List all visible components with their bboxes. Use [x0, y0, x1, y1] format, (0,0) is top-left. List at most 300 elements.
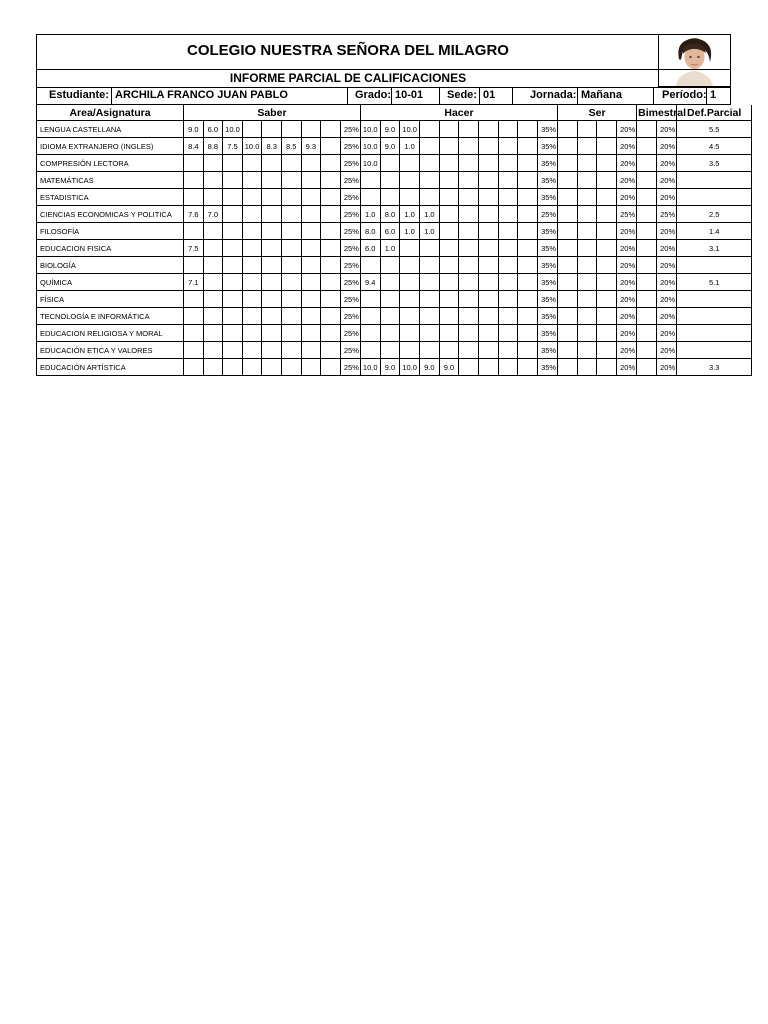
hacer-grade — [498, 189, 518, 206]
ser-grade — [597, 308, 617, 325]
ser-grade — [577, 274, 597, 291]
saber-grade — [242, 172, 262, 189]
saber-grade — [301, 342, 321, 359]
hacer-grade — [498, 138, 518, 155]
col-header-ser: Ser — [558, 105, 637, 121]
saber-grade — [262, 274, 282, 291]
saber-grade — [242, 291, 262, 308]
hacer-weight: 35% — [538, 240, 558, 257]
saber-grade — [301, 308, 321, 325]
saber-grade — [203, 155, 223, 172]
bimestral-grade — [637, 189, 657, 206]
hacer-grade — [419, 291, 439, 308]
saber-grade — [262, 359, 282, 376]
hacer-grade — [380, 291, 400, 308]
hacer-weight: 35% — [538, 257, 558, 274]
table-row — [37, 308, 752, 325]
saber-grade: 9.0 — [184, 121, 204, 138]
saber-grade — [301, 223, 321, 240]
saber-grade — [301, 155, 321, 172]
hacer-grade: 8.0 — [380, 206, 400, 223]
bimestral-grade — [637, 155, 657, 172]
saber-grade: 10.0 — [223, 121, 243, 138]
hacer-weight: 35% — [538, 155, 558, 172]
hacer-grade: 9.4 — [360, 274, 380, 291]
hacer-grade — [400, 172, 420, 189]
hacer-grade — [400, 308, 420, 325]
grades-table — [36, 105, 752, 376]
ser-grade — [597, 257, 617, 274]
hacer-grade — [400, 274, 420, 291]
hacer-grade — [419, 138, 439, 155]
saber-grade — [203, 325, 223, 342]
hacer-grade — [479, 172, 499, 189]
ser-grade — [597, 172, 617, 189]
subject-name: COMPRESIÓN LECTORA — [37, 155, 184, 172]
hacer-grade — [518, 138, 538, 155]
hacer-grade — [459, 359, 479, 376]
hacer-grade — [380, 257, 400, 274]
saber-grade — [301, 291, 321, 308]
ser-weight: 20% — [617, 342, 637, 359]
hacer-grade — [498, 359, 518, 376]
hacer-grade — [380, 155, 400, 172]
hacer-grade — [479, 121, 499, 138]
hacer-grade — [439, 274, 459, 291]
saber-grade — [242, 359, 262, 376]
ser-grade — [597, 325, 617, 342]
subject-name: CIENCIAS ECONOMICAS Y POLITICA — [37, 206, 184, 223]
ser-grade — [558, 257, 578, 274]
def-parcial-value — [677, 189, 752, 206]
hacer-grade — [419, 342, 439, 359]
ser-weight: 20% — [617, 291, 637, 308]
saber-grade — [242, 240, 262, 257]
hacer-grade — [479, 155, 499, 172]
saber-grade — [242, 308, 262, 325]
hacer-grade — [498, 308, 518, 325]
saber-grade — [281, 342, 301, 359]
saber-grade — [281, 206, 301, 223]
saber-grade — [321, 257, 341, 274]
saber-grade: 8.4 — [184, 138, 204, 155]
saber-grade — [281, 325, 301, 342]
hacer-weight: 35% — [538, 138, 558, 155]
jornada-value: Mañana — [581, 89, 622, 101]
subject-name: FÍSICA — [37, 291, 184, 308]
saber-grade — [301, 189, 321, 206]
sede-label: Sede: — [447, 89, 477, 101]
hacer-grade — [459, 240, 479, 257]
hacer-grade — [479, 291, 499, 308]
ser-weight: 20% — [617, 172, 637, 189]
hacer-weight: 35% — [538, 342, 558, 359]
bimestral-weight: 20% — [657, 342, 677, 359]
bimestral-grade — [637, 342, 657, 359]
bimestral-weight: 20% — [657, 223, 677, 240]
saber-weight: 25% — [340, 257, 360, 274]
hacer-grade — [419, 172, 439, 189]
ser-weight: 25% — [617, 206, 637, 223]
hacer-grade — [419, 240, 439, 257]
subject-name: LENGUA CASTELLANA — [37, 121, 184, 138]
ser-grade — [597, 206, 617, 223]
hacer-grade — [518, 172, 538, 189]
hacer-grade — [360, 257, 380, 274]
bimestral-weight: 20% — [657, 240, 677, 257]
saber-grade — [262, 206, 282, 223]
hacer-grade: 10.0 — [360, 359, 380, 376]
saber-grade: 8.8 — [203, 138, 223, 155]
subject-name: TECNOLOGÍA E INFORMÁTICA — [37, 308, 184, 325]
hacer-grade — [439, 121, 459, 138]
def-parcial-value: 2.5 — [677, 206, 752, 223]
hacer-grade: 6.0 — [360, 240, 380, 257]
hacer-grade — [459, 189, 479, 206]
saber-grade — [321, 342, 341, 359]
hacer-grade — [459, 155, 479, 172]
hacer-grade — [360, 291, 380, 308]
ser-grade — [558, 240, 578, 257]
saber-weight: 25% — [340, 172, 360, 189]
student-info-bar — [36, 87, 731, 105]
hacer-grade — [439, 189, 459, 206]
hacer-grade — [400, 325, 420, 342]
hacer-grade: 6.0 — [380, 223, 400, 240]
bimestral-grade — [637, 172, 657, 189]
saber-grade — [301, 240, 321, 257]
saber-grade — [301, 206, 321, 223]
hacer-weight: 35% — [538, 172, 558, 189]
hacer-grade — [439, 138, 459, 155]
hacer-grade: 10.0 — [360, 138, 380, 155]
grado-label: Grado: — [355, 89, 392, 101]
hacer-grade: 10.0 — [360, 155, 380, 172]
hacer-grade: 1.0 — [400, 206, 420, 223]
student-label: Estudiante: — [49, 89, 109, 101]
hacer-weight: 25% — [538, 206, 558, 223]
saber-grade — [242, 223, 262, 240]
col-header-bimestral: Bimestral — [638, 106, 686, 119]
ser-grade — [577, 291, 597, 308]
saber-grade — [223, 223, 243, 240]
hacer-grade — [439, 325, 459, 342]
hacer-grade — [439, 291, 459, 308]
subject-name: FILOSOFÍA — [37, 223, 184, 240]
hacer-grade — [400, 257, 420, 274]
ser-grade — [558, 342, 578, 359]
saber-grade — [301, 325, 321, 342]
def-parcial-value — [677, 291, 752, 308]
col-header-area: Area/Asignatura — [37, 105, 184, 121]
hacer-grade — [419, 121, 439, 138]
saber-grade: 7.1 — [184, 274, 204, 291]
saber-grade — [184, 359, 204, 376]
ser-grade — [577, 342, 597, 359]
saber-grade — [242, 206, 262, 223]
saber-grade — [281, 223, 301, 240]
bimestral-grade — [637, 274, 657, 291]
saber-grade — [223, 172, 243, 189]
saber-grade — [301, 257, 321, 274]
ser-grade — [558, 359, 578, 376]
saber-grade — [242, 189, 262, 206]
saber-grade — [281, 274, 301, 291]
hacer-grade — [498, 155, 518, 172]
saber-grade — [321, 240, 341, 257]
ser-grade — [558, 138, 578, 155]
table-header-row — [37, 105, 752, 121]
hacer-grade — [459, 325, 479, 342]
hacer-grade — [518, 257, 538, 274]
saber-weight: 25% — [340, 240, 360, 257]
saber-weight: 25% — [340, 359, 360, 376]
saber-grade: 9.3 — [301, 138, 321, 155]
saber-grade — [223, 359, 243, 376]
saber-grade — [203, 274, 223, 291]
hacer-grade — [479, 240, 499, 257]
hacer-grade — [439, 172, 459, 189]
ser-grade — [558, 274, 578, 291]
hacer-grade — [400, 291, 420, 308]
bimestral-weight: 20% — [657, 155, 677, 172]
table-row — [37, 206, 752, 223]
hacer-grade — [479, 138, 499, 155]
col-header-saber: Saber — [184, 105, 361, 121]
saber-grade — [262, 240, 282, 257]
table-row — [37, 240, 752, 257]
hacer-grade — [518, 223, 538, 240]
ser-grade — [577, 359, 597, 376]
hacer-grade — [400, 155, 420, 172]
subject-name: MATEMÁTICAS — [37, 172, 184, 189]
ser-grade — [577, 257, 597, 274]
report-card — [36, 34, 742, 376]
saber-grade — [242, 257, 262, 274]
def-parcial-value: 5.1 — [677, 274, 752, 291]
saber-grade — [281, 240, 301, 257]
table-row — [37, 172, 752, 189]
saber-grade — [242, 342, 262, 359]
hacer-weight: 35% — [538, 121, 558, 138]
hacer-grade — [419, 274, 439, 291]
hacer-grade — [400, 342, 420, 359]
hacer-grade — [479, 206, 499, 223]
hacer-grade — [498, 172, 518, 189]
ser-grade — [577, 138, 597, 155]
bimestral-grade — [637, 206, 657, 223]
bimestral-weight: 20% — [657, 189, 677, 206]
saber-grade — [262, 155, 282, 172]
hacer-grade — [459, 138, 479, 155]
col-header-def-parcial: Def.Parcial — [677, 105, 752, 121]
def-parcial-value — [677, 325, 752, 342]
ser-weight: 20% — [617, 325, 637, 342]
hacer-grade — [498, 206, 518, 223]
saber-grade: 7.0 — [203, 206, 223, 223]
saber-grade — [321, 121, 341, 138]
saber-grade — [281, 172, 301, 189]
bimestral-grade — [637, 359, 657, 376]
hacer-grade — [380, 308, 400, 325]
saber-grade — [184, 342, 204, 359]
saber-grade — [203, 240, 223, 257]
ser-grade — [558, 308, 578, 325]
hacer-grade — [479, 257, 499, 274]
hacer-grade — [419, 189, 439, 206]
ser-weight: 20% — [617, 138, 637, 155]
ser-weight: 20% — [617, 240, 637, 257]
hacer-grade — [380, 172, 400, 189]
saber-grade — [184, 308, 204, 325]
saber-grade — [223, 274, 243, 291]
subject-name: ESTADISTICA — [37, 189, 184, 206]
hacer-grade — [498, 257, 518, 274]
hacer-grade — [419, 155, 439, 172]
hacer-grade: 1.0 — [419, 223, 439, 240]
saber-grade — [184, 172, 204, 189]
saber-grade — [242, 274, 262, 291]
saber-grade — [184, 257, 204, 274]
saber-grade — [223, 257, 243, 274]
saber-grade — [184, 155, 204, 172]
def-parcial-value: 3.1 — [677, 240, 752, 257]
saber-weight: 25% — [340, 121, 360, 138]
col-header-hacer: Hacer — [360, 105, 557, 121]
periodo-label: Período: — [662, 89, 707, 101]
saber-grade — [281, 257, 301, 274]
saber-weight: 25% — [340, 274, 360, 291]
bimestral-weight: 20% — [657, 325, 677, 342]
table-row — [37, 325, 752, 342]
saber-grade — [223, 189, 243, 206]
hacer-grade — [459, 206, 479, 223]
saber-grade — [281, 308, 301, 325]
saber-grade: 7.5 — [223, 138, 243, 155]
hacer-weight: 35% — [538, 325, 558, 342]
ser-grade — [558, 121, 578, 138]
saber-grade — [203, 257, 223, 274]
hacer-grade — [498, 240, 518, 257]
hacer-grade — [360, 189, 380, 206]
hacer-grade — [518, 274, 538, 291]
bimestral-grade — [637, 138, 657, 155]
hacer-grade — [479, 223, 499, 240]
report-title-bar — [36, 69, 731, 87]
subject-name: EDUCACION FISICA — [37, 240, 184, 257]
saber-grade: 8.3 — [262, 138, 282, 155]
saber-grade: 7.5 — [184, 240, 204, 257]
jornada-label: Jornada: — [530, 89, 577, 101]
saber-grade — [301, 172, 321, 189]
saber-grade — [203, 342, 223, 359]
saber-grade — [203, 189, 223, 206]
bimestral-weight: 20% — [657, 257, 677, 274]
subject-name: BIOLOGÍA — [37, 257, 184, 274]
saber-grade: 6.0 — [203, 121, 223, 138]
saber-grade — [281, 291, 301, 308]
bimestral-weight: 20% — [657, 138, 677, 155]
hacer-grade: 9.0 — [380, 121, 400, 138]
ser-grade — [558, 172, 578, 189]
ser-grade — [577, 172, 597, 189]
hacer-grade — [439, 342, 459, 359]
ser-grade — [597, 342, 617, 359]
saber-grade — [242, 155, 262, 172]
hacer-grade — [518, 155, 538, 172]
hacer-grade — [459, 172, 479, 189]
saber-grade — [262, 223, 282, 240]
saber-grade — [203, 223, 223, 240]
ser-weight: 20% — [617, 257, 637, 274]
saber-grade — [301, 359, 321, 376]
ser-grade — [597, 359, 617, 376]
saber-grade — [203, 359, 223, 376]
saber-grade — [281, 155, 301, 172]
saber-grade — [203, 308, 223, 325]
saber-grade — [321, 308, 341, 325]
hacer-grade: 8.0 — [360, 223, 380, 240]
bimestral-weight: 20% — [657, 291, 677, 308]
bimestral-weight: 20% — [657, 274, 677, 291]
ser-grade — [597, 223, 617, 240]
report-title: INFORME PARCIAL DE CALIFICACIONES — [229, 71, 467, 85]
saber-grade — [262, 308, 282, 325]
table-row — [37, 291, 752, 308]
hacer-grade — [380, 189, 400, 206]
hacer-grade: 10.0 — [400, 359, 420, 376]
table-row — [37, 121, 752, 138]
saber-grade — [321, 138, 341, 155]
hacer-grade — [479, 308, 499, 325]
hacer-grade — [518, 189, 538, 206]
ser-grade — [558, 206, 578, 223]
saber-grade: 10.0 — [242, 138, 262, 155]
hacer-grade — [518, 308, 538, 325]
bimestral-grade — [637, 291, 657, 308]
hacer-grade — [380, 274, 400, 291]
ser-grade — [558, 325, 578, 342]
ser-weight: 20% — [617, 121, 637, 138]
def-parcial-value: 3.3 — [677, 359, 752, 376]
hacer-grade — [479, 274, 499, 291]
saber-grade — [262, 291, 282, 308]
hacer-grade — [380, 342, 400, 359]
saber-weight: 25% — [340, 155, 360, 172]
saber-grade — [262, 121, 282, 138]
saber-grade — [301, 274, 321, 291]
hacer-grade — [380, 325, 400, 342]
hacer-grade — [459, 121, 479, 138]
saber-grade — [262, 325, 282, 342]
hacer-grade: 9.0 — [419, 359, 439, 376]
ser-weight: 20% — [617, 189, 637, 206]
subject-name: IDIOMA EXTRANJERO (INGLES) — [37, 138, 184, 155]
subject-name: EDUCACIÓN ETICA Y VALORES — [37, 342, 184, 359]
ser-grade — [597, 155, 617, 172]
hacer-grade — [518, 206, 538, 223]
saber-grade — [281, 359, 301, 376]
saber-grade — [223, 240, 243, 257]
hacer-grade — [498, 325, 518, 342]
def-parcial-value — [677, 308, 752, 325]
hacer-grade — [498, 223, 518, 240]
def-parcial-value: 3.5 — [677, 155, 752, 172]
def-parcial-value — [677, 257, 752, 274]
saber-grade — [223, 291, 243, 308]
saber-weight: 25% — [340, 189, 360, 206]
hacer-grade — [518, 121, 538, 138]
